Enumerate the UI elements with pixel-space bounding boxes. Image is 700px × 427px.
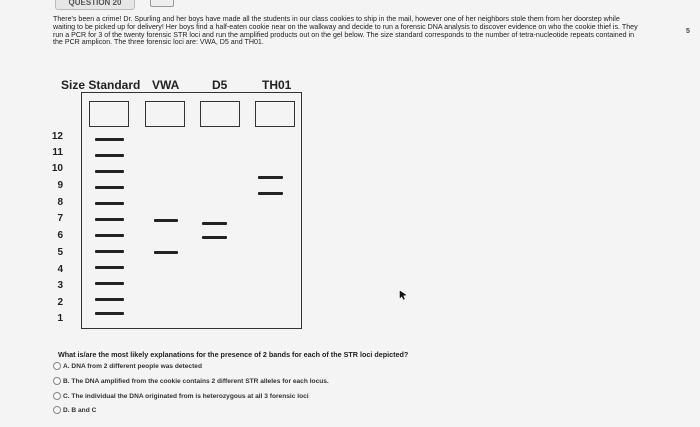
size-label: 4 [57,264,63,275]
size-label: 2 [57,297,63,308]
size-label: 6 [57,230,63,241]
ladder-band [95,202,124,205]
size-label: 7 [57,213,63,224]
question-header: QUESTION 20 [55,0,135,10]
question-points: 5 [686,28,690,35]
answer-option-c[interactable] [53,392,309,400]
lane-title-vwa: VWA [152,78,180,92]
answer-option-b[interactable] [53,377,329,385]
ladder-band [95,186,124,189]
answer-option-label: C. The individual the DNA originated from is heterozygous at all 3 forensic loci [63,392,309,400]
radio-button-icon[interactable] [53,362,61,370]
answer-option-label: D. B and C [63,406,97,414]
size-label: 1 [57,313,63,324]
answer-option-a[interactable] [53,362,202,370]
question-header-control[interactable] [150,0,174,7]
size-label: 9 [57,180,63,191]
size-label: 8 [57,197,63,208]
well-th01 [255,101,295,127]
ladder-band [95,298,124,301]
question-text: What is/are the most likely explanations for the presence of 2 bands for each of the STR loci depicted? [58,350,409,359]
ladder-band [95,312,124,315]
lane-title-d5: D5 [212,78,228,92]
size-label: 5 [57,247,63,258]
well-vwa [145,101,185,127]
size-label: 3 [57,280,63,291]
answer-option-label: A. DNA from 2 different people was detected [63,362,202,370]
vwa-band [154,219,178,222]
ladder-band [95,234,124,237]
size-label: 10 [51,163,63,174]
answer-option-d[interactable] [53,406,96,414]
mouse-cursor-icon [399,290,407,300]
th01-band [258,176,283,179]
answer-option-label: B. The DNA amplified from the cookie contains 2 different STR alleles for each locus. [63,377,329,385]
ladder-band [95,282,124,285]
ladder-band [95,154,124,157]
ladder-band [95,138,124,141]
radio-button-icon[interactable] [53,392,61,400]
radio-button-icon[interactable] [53,377,61,385]
d5-band [202,236,227,239]
ladder-band [95,266,124,269]
size-label: 12 [51,131,63,142]
gel-diagram [81,92,302,329]
ladder-band [95,170,124,173]
lane-title-size-standard: Size Standard [61,78,141,92]
radio-button-icon[interactable] [53,406,61,414]
th01-band [258,192,283,195]
well-d5 [200,101,240,127]
question-intro-text: There's been a crime! Dr. Spurling and her boys have made all the students in our class cookies to ship in the mail, however one of her neighbors stole them from her doorstep while waiting to be picked up for delivery! Her boys find a half-eaten cookie near on the walkway and decide to run a forensic DNA analysis to discover evidence on who the cookie thief is. They run a PCR for 3 of the twenty forensic STR loci and run the amplified products out on the gel below. The size standard corresponds to the number of tetra-nucleotide repeats contained in the PCR amplicon. The three forensic loci are: VWA, D5 and TH01. [53,15,638,47]
ladder-band [95,250,124,253]
lane-title-th01: TH01 [262,78,292,92]
ladder-band [95,218,124,221]
well-size-standard [89,101,129,127]
size-label: 11 [52,147,63,158]
vwa-band [154,251,178,254]
d5-band [202,222,227,225]
